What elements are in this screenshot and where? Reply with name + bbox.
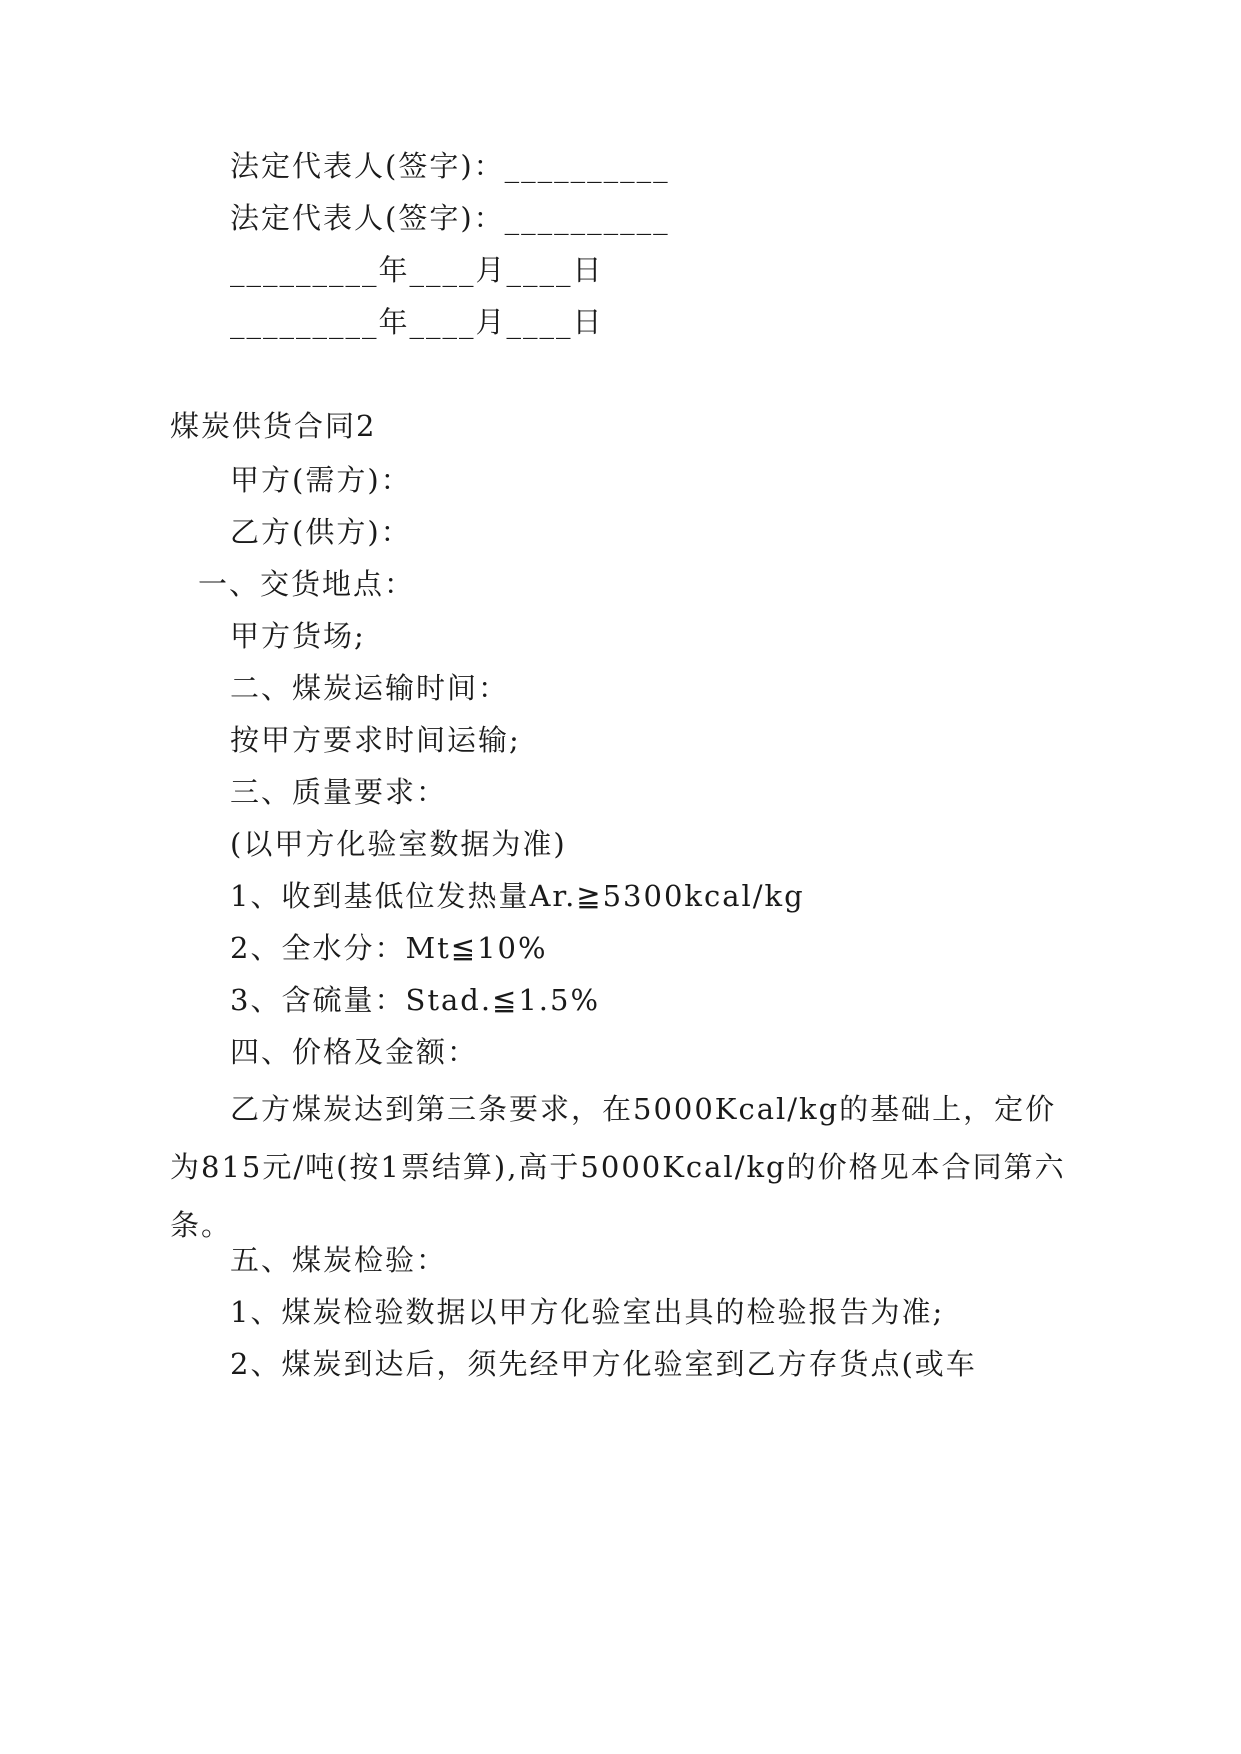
section-5-item-1: 1、煤炭检验数据以甲方化验室出具的检验报告为准;: [230, 1295, 945, 1329]
signature-line-legal-rep-2: 法定代表人(签字)：__________: [230, 201, 670, 235]
party-a-line: 甲方(需方)：: [230, 463, 412, 497]
section-3-note: (以甲方化验室数据为准): [230, 827, 567, 861]
section-3-item-2: 2、全水分：Mt≦10%: [230, 931, 548, 965]
section-4-body: 乙方煤炭达到第三条要求，在5000Kcal/kg的基础上，定价为815元/吨(按1票结算),高于5000Kcal/kg的价格见本合同第六条。: [170, 1092, 1066, 1242]
date-line-2: _________年____月____日: [230, 305, 604, 339]
section-1-body: 甲方货场;: [230, 619, 366, 653]
section-3-item-3: 3、含硫量：Stad.≦1.5%: [230, 983, 601, 1017]
contract-title: 煤炭供货合同2: [170, 409, 377, 443]
section-4-heading: 四、价格及金额：: [230, 1035, 479, 1069]
date-line-1: _________年____月____日: [230, 253, 604, 287]
section-1-heading: 一、交货地点：: [198, 567, 416, 601]
section-3-heading: 三、质量要求：: [230, 775, 448, 809]
section-5-item-2: 2、煤炭到达后，须先经甲方化验室到乙方存货点(或车: [230, 1347, 977, 1381]
section-3-item-1: 1、收到基低位发热量Ar.≧5300kcal/kg: [230, 879, 805, 913]
party-b-line: 乙方(供方)：: [230, 515, 412, 549]
section-2-heading: 二、煤炭运输时间：: [230, 671, 510, 705]
section-5-heading: 五、煤炭检验：: [230, 1243, 448, 1277]
signature-line-legal-rep-1: 法定代表人(签字)：__________: [230, 149, 670, 183]
section-2-body: 按甲方要求时间运输;: [230, 723, 521, 757]
